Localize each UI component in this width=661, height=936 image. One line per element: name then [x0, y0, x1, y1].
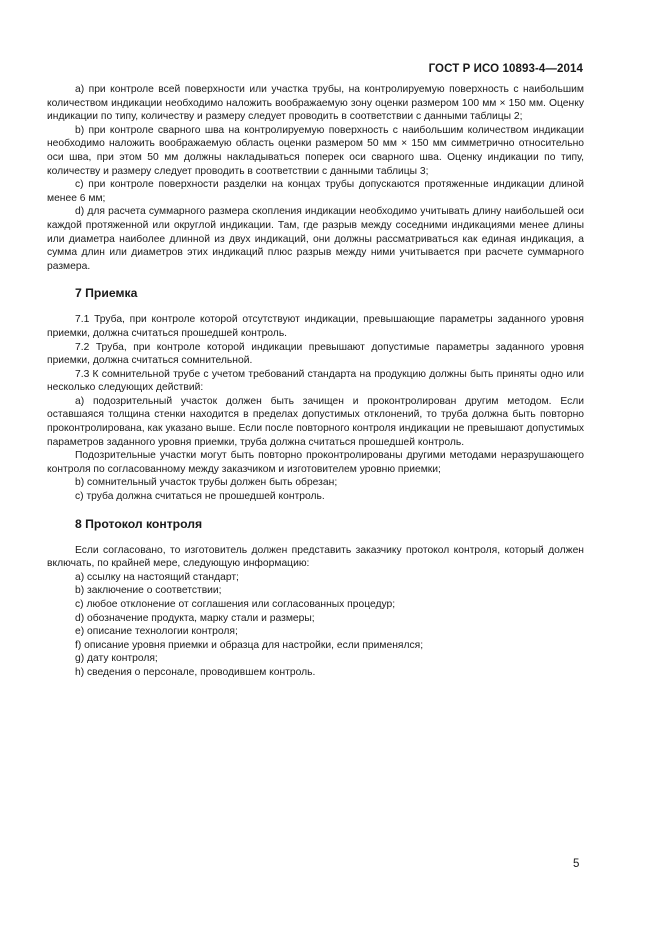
section-8-intro: Если согласовано, то изготовитель должен представить заказчику протокол контроля, который должен включать, по крайней мере, следующую информацию:: [47, 544, 584, 570]
list-item-b: b) при контроле сварного шва на контролируемую поверхность с наибольшим количеством индикации необходимо наложить воображаемую область оценки размером 50 мм × 150 мм симметрично относительно оси шва, при этом 50 мм должны накладываться поперек оси сварного шва. Оценку индикации по типу, количеству и размеру следует проводить в соответствии с данными таблицы 3;: [47, 124, 584, 177]
report-item-h: h) сведения о персонале, проводившем контроль.: [75, 666, 316, 678]
clause-7-3-b: b) сомнительный участок трубы должен быть обрезан;: [75, 477, 338, 489]
report-item-g: g) дату контроля;: [75, 653, 158, 665]
report-item-e: e) описание технологии контроля;: [75, 626, 238, 638]
page-number: 5: [573, 858, 580, 870]
section-7-title: 7 Приемка: [75, 286, 138, 301]
clause-7-3: 7.3 К сомнительной трубе с учетом требований стандарта на продукцию должны быть приняты одно или несколько следующих действий:: [47, 368, 584, 394]
report-item-c: c) любое отклонение от соглашения или согласованных процедур;: [75, 599, 396, 610]
clause-7-3-c: c) труба должна считаться не прошедшей контроль.: [75, 491, 325, 503]
document-body: [47, 83, 584, 680]
report-item-a: а) ссылку на настоящий стандарт;: [75, 571, 239, 583]
list-item-d: d) для расчета суммарного размера скопления индикации необходимо учитывать длину наибольшей оси каждой протяженной или округлой индикации. Там, где разрыв между соседними индикациями менее длины или диаметра наиболее длинной из двух индикаций, они должны рассматриваться как единая индикация, а сумма длин или диаметров этих индикаций плюс разрыв между ними учитывается при расчете суммарного размера.: [47, 206, 584, 272]
list-item-c: c) при контроле поверхности разделки на концах трубы допускаются протяженные индикации длиной менее 6 мм;: [47, 179, 584, 204]
report-item-f: f) описание уровня приемки и образца для настройки, если применялся;: [75, 639, 424, 651]
clause-7-3-note: Подозрительные участки могут быть повторно проконтролированы другими методами неразрушающего контроля по согласованному между заказчиком и изготовителем уровню приемки;: [47, 450, 584, 475]
section-8-title: 8 Протокол контроля: [75, 516, 203, 531]
clause-7-2: 7.2 Труба, при контроле которой индикации превышают допустимые параметры заданного уровня приемки, должна считаться сомнительной.: [47, 341, 584, 367]
report-item-d: d) обозначение продукта, марку стали и размеры;: [75, 612, 315, 624]
clause-7-1: 7.1 Труба, при контроле которой отсутствуют индикации, превышающие параметры заданного уровня приемки, должна считаться прошедшей контроль.: [47, 314, 584, 339]
list-item-a: а) при контроле всей поверхности или участка трубы, на контролируемую поверхность с наибольшим количеством индикации необходимо наложить воображаемую зону оценки размером 100 мм × 150 мм. Оценку индикации по типу, количеству и размеру следует проводить в соответствии с данными таблицы 2;: [47, 84, 584, 123]
report-item-b: b) заключение о соответствии;: [75, 585, 222, 597]
document-header: ГОСТ Р ИСО 10893-4—2014: [428, 63, 583, 75]
clause-7-3-a: а) подозрительный участок должен быть зачищен и проконтролирован другим методом. Если оставшаяся толщина стенки находится в пределах допустимых отклонений, то труба должна быть повторно проконтролирована, как указано выше. Если после повторного контроля индикации не превышают допустимых параметров заданного уровня приемки, труба должна считаться прошедшей контроль.: [47, 395, 584, 448]
